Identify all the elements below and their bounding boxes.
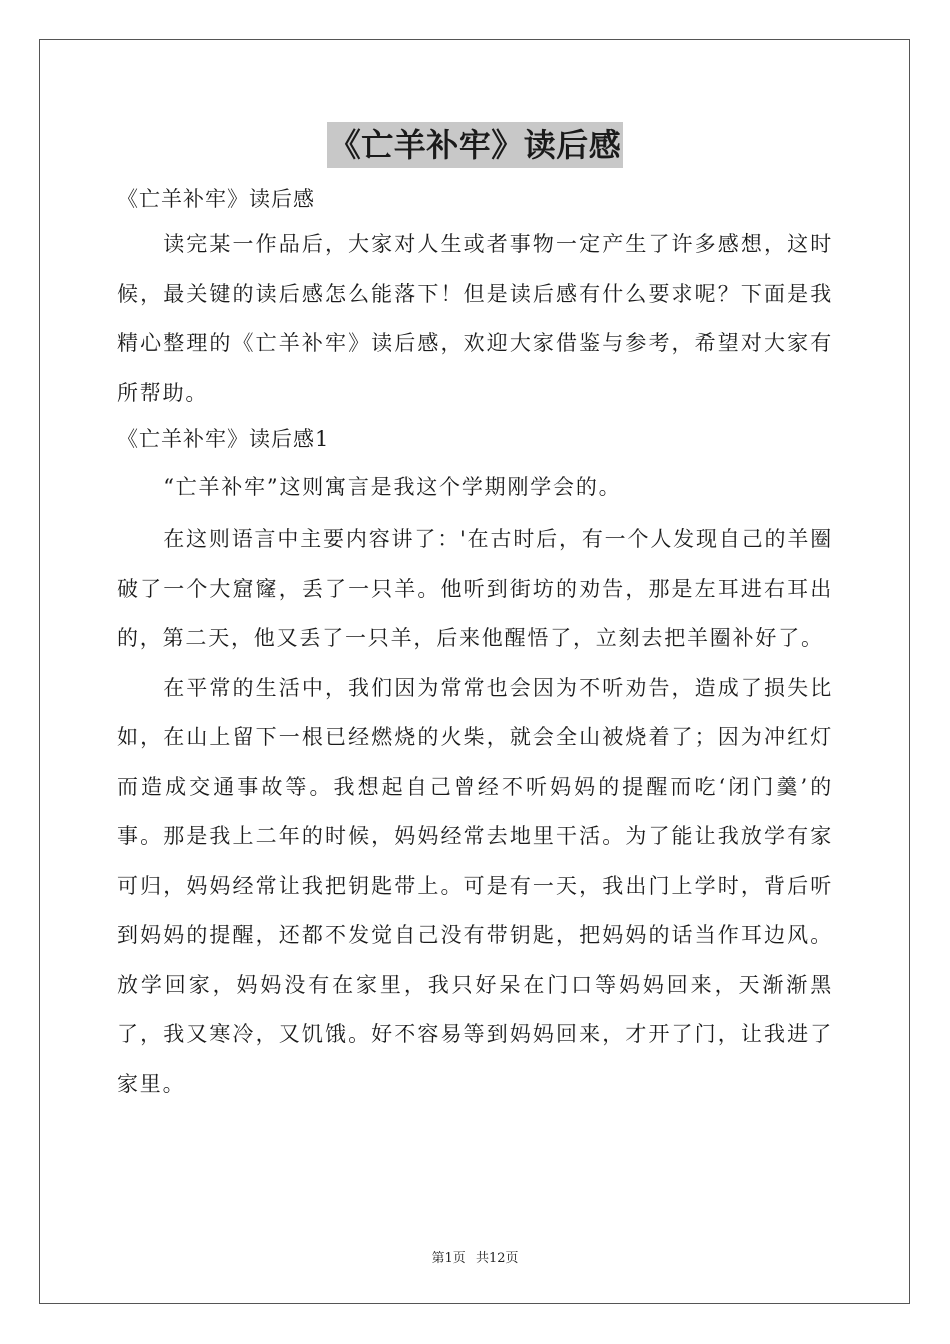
document-subtitle: 《亡羊补牢》读后感 [117, 187, 315, 211]
intro-paragraph: 读完某一作品后，大家对人生或者事物一定产生了许多感想，这时候，最关键的读后感怎么能落下！但是读后感有什么要求呢？下面是我精心整理的《亡羊补牢》读后感，欢迎大家借鉴与参考，希望对大家有所帮助。 [117, 232, 833, 405]
page-footer [0, 1247, 950, 1266]
body-paragraph: 在这则语言中主要内容讲了：'在古时后，有一个人发现自己的羊圈破了一个大窟窿，丢了一只羊。他听到街坊的劝告，那是左耳进右耳出的，第二天，他又丢了一只羊，后来他醒悟了，立刻去把羊圈补好了。 [117, 527, 833, 650]
body-paragraph: 在平常的生活中，我们因为常常也会因为不听劝告，造成了损失比如，在山上留下一根已经燃烧的火柴，就会全山被烧着了；因为冲红灯而造成交通事故等。我想起自己曾经不听妈妈的提醒而吃‘闭门羹’的事。那是我上二年的时候，妈妈经常去地里干活。为了能让我放学有家可归，妈妈经常让我把钥匙带上。可是有一天，我出门上学时，背后听到妈妈的提醒，还都不发觉自己没有带钥匙，把妈妈的话当作耳边风。放学回家，妈妈没有在家里，我只好呆在门口等妈妈回来，天渐渐黑了，我又寒冷，又饥饿。好不容易等到妈妈回来，才开了门，让我进了家里。 [117, 675, 833, 1096]
body-paragraph: “亡羊补牢”这则寓言是我这个学期刚学会的。 [163, 475, 622, 499]
document-title: 《亡羊补牢》读后感 [327, 122, 624, 168]
page-total: 共12页 [475, 1251, 519, 1266]
section-title: 《亡羊补牢》读后感1 [117, 427, 330, 451]
page-number: 第1页 [431, 1251, 466, 1266]
document-body [117, 178, 833, 1109]
title-container [0, 122, 950, 168]
